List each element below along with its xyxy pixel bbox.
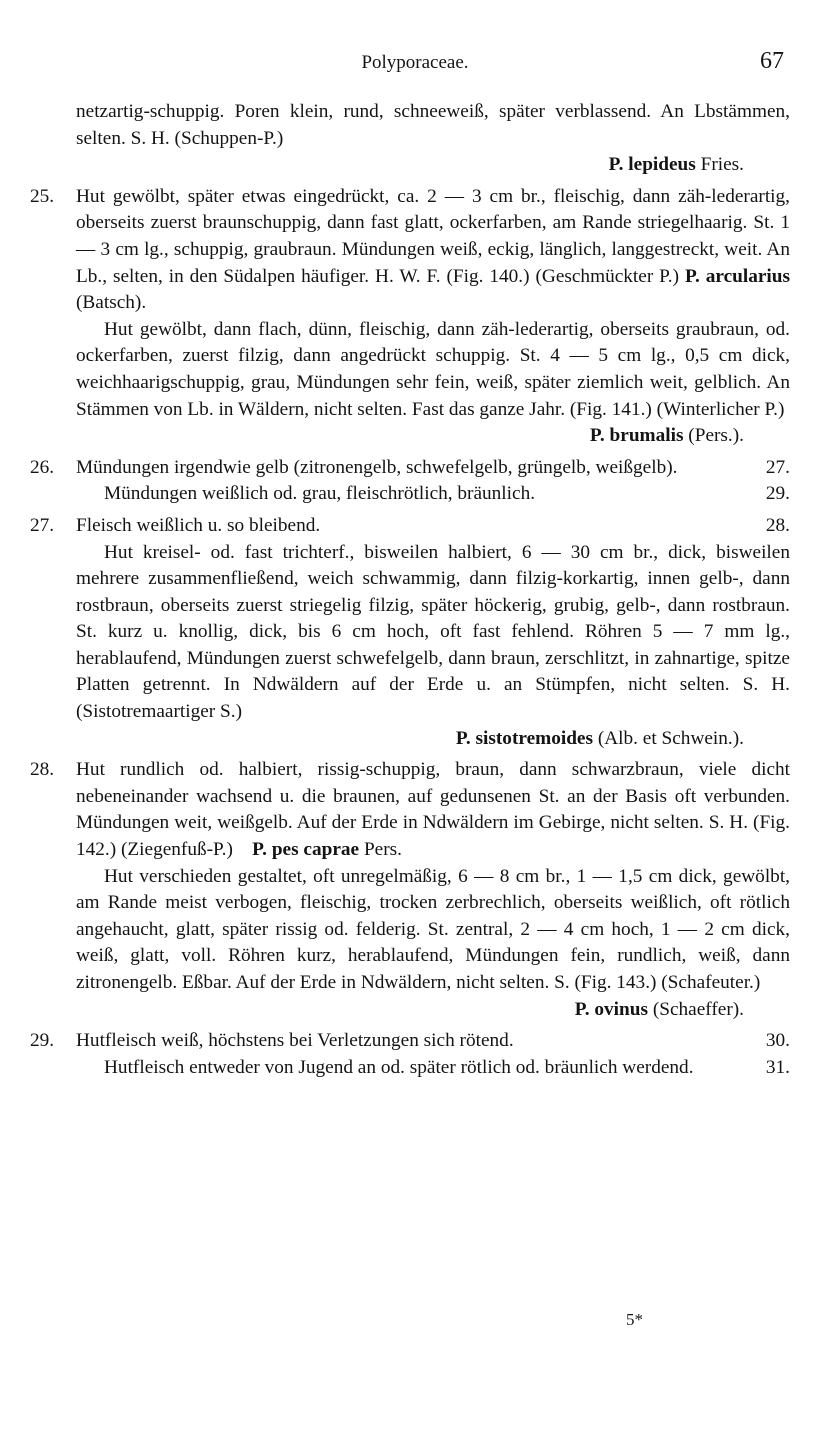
lead-reference: 30. [765, 1030, 790, 1052]
species-line [76, 152, 790, 179]
species-name: P. brumalis [589, 425, 684, 447]
entry-description: Hut verschieden gestaltet, oft unregelmäßig, 6 — 8 cm br., 1 — 1,5 cm dick, gewölbt, am Rande meist verbogen, fleischig, trocken zerbrechlich, oberseits weißlich, oft rötlich angehaucht, glatt, später rissig od. felderig. St. zentral, 2 — 4 cm hoch, 1 — 2 cm dick, weiß, glatt, voll. Röhren kurz, herablaufend, Mündungen fein, rundlich, weiß, dann zitronengelb. Eßbar. Auf der Erde in Ndwäldern, nicht selten. S. (Fig. 143.) (Schafeuter.) [76, 865, 790, 993]
species-author: (Alb. et Schwein.). [597, 727, 744, 749]
key-entry-26 [30, 455, 790, 482]
species-line [76, 997, 790, 1024]
page-number: 67 [760, 48, 784, 74]
species-name: P. sistotremoides [455, 727, 593, 749]
entry-description: Hut rundlich od. halbiert, rissig-schuppig, braun, dann schwarzbraun, viele dicht nebeneinander wachsend u. die braunen, auf gedunsenen St. an der Basis oft verbunden. Mündungen weit, weißgelb. Auf der Erde in Ndwäldern im Gebirge, nicht selten. S. H. (Fig. 142.) (Ziegenfuß-P.) [76, 759, 790, 861]
key-text [30, 101, 790, 1086]
entry-description: Hut gewölbt, später etwas eingedrückt, ca. 2 — 3 cm br., fleischig, dann zäh-lederartig, oberseits zuerst braunschuppig, dann fast glatt, ockerfarben, am Rande striegelhaarig. St. 1 — 3 cm lg., schuppig, graubraun. Mündungen weiß, eckig, länglich, langgestreckt, weit. An Lb., selten, in den Südalpen häufiger. H. W. F. (Fig. 140.) (Geschmückter P.) [76, 185, 790, 287]
entry-number: 26. [30, 456, 55, 478]
lead-reference: 28. [765, 514, 790, 536]
key-entry-25 [30, 184, 790, 317]
entry-number: 25. [30, 185, 55, 207]
entry-description: Mündungen weißlich od. grau, fleischrötlich, bräunlich. [104, 483, 536, 505]
lead-reference: 29. [765, 483, 790, 505]
key-entry-29 [30, 1028, 790, 1055]
key-entry-24b [30, 99, 790, 179]
page-header [0, 48, 830, 80]
entry-number: 28. [30, 759, 55, 781]
species-author: Pers. [363, 839, 402, 861]
entry-description: Mündungen irgendwie gelb (zitronengelb, schwefelgelb, grüngelb, weißgelb). [76, 456, 678, 478]
entry-description: Hutfleisch entweder von Jugend an od. später rötlich od. bräunlich werdend. [104, 1056, 694, 1078]
lead-reference: 31. [765, 1056, 790, 1078]
signature-mark: 5* [626, 1310, 643, 1329]
key-entry-25b [30, 317, 790, 450]
key-entry-27b [30, 540, 790, 753]
entry-number: 27. [30, 514, 55, 536]
key-entry-29b [30, 1055, 790, 1082]
key-entry-26b [30, 481, 790, 508]
key-entry-28 [30, 757, 790, 863]
lead-reference: 27. [765, 456, 790, 478]
species-name: P. ovinus [574, 998, 648, 1020]
species-author: (Batsch). [76, 292, 147, 314]
species-name: P. pes caprae [252, 839, 360, 861]
species-author: (Pers.). [688, 425, 744, 447]
entry-number: 29. [30, 1030, 55, 1052]
key-entry-27 [30, 513, 790, 540]
species-line [76, 423, 790, 450]
entry-description: Hut gewölbt, dann flach, dünn, fleischig, dann zäh-lederartig, oberseits graubraun, od. ockerfarben, zuerst filzig, dann angedrückt schuppig. St. 4 — 5 cm lg., 0,5 cm dick, weichhaarigschuppig, grau, Mündungen sehr fein, weiß, später ziemlich weit, gelblich. An Stämmen von Lb. in Wäldern, nicht selten. Fast das ganze Jahr. (Fig. 141.) (Winterlicher P.) [76, 318, 790, 420]
key-entry-28b [30, 864, 790, 1024]
species-name: P. arcularius [684, 265, 790, 287]
species-author: (Schaeffer). [652, 998, 744, 1020]
species-name: P. lepideus [608, 154, 696, 176]
running-title: Polyporaceae. [361, 52, 469, 73]
species-line [76, 726, 790, 753]
entry-description: Fleisch weißlich u. so bleibend. [76, 514, 321, 536]
entry-description: Hut kreisel- od. fast trichterf., bisweilen halbiert, 6 — 30 cm br., dick, bisweilen mehrere zusammenfließend, weich schwammig, dann filzig-korkartig, innen gelb-, dann rostbraun, oberseits zuerst striegelig filzig, später höckerig, grubig, gelb-, dann rostbraun. St. kurz u. knollig, dick, bis 6 cm hoch, oft fast fehlend. Röhren 5 — 7 mm lg., herablaufend, Mündungen zuerst schwefelgelb, dann braun, zerschlitzt, in zahnartige, spitze Platten getrennt. In Ndwäldern auf der Erde u. an Stümpfen, nicht selten. S. H. (Sistotremaartiger S.) [76, 541, 790, 723]
entry-description: Hutfleisch weiß, höchstens bei Verletzungen sich rötend. [76, 1030, 514, 1052]
species-author: Fries. [700, 154, 744, 176]
entry-description: netzartig-schuppig. Poren klein, rund, schneeweiß, später verblassend. An Lbstämmen, selten. S. H. (Schuppen-P.) [76, 101, 790, 149]
